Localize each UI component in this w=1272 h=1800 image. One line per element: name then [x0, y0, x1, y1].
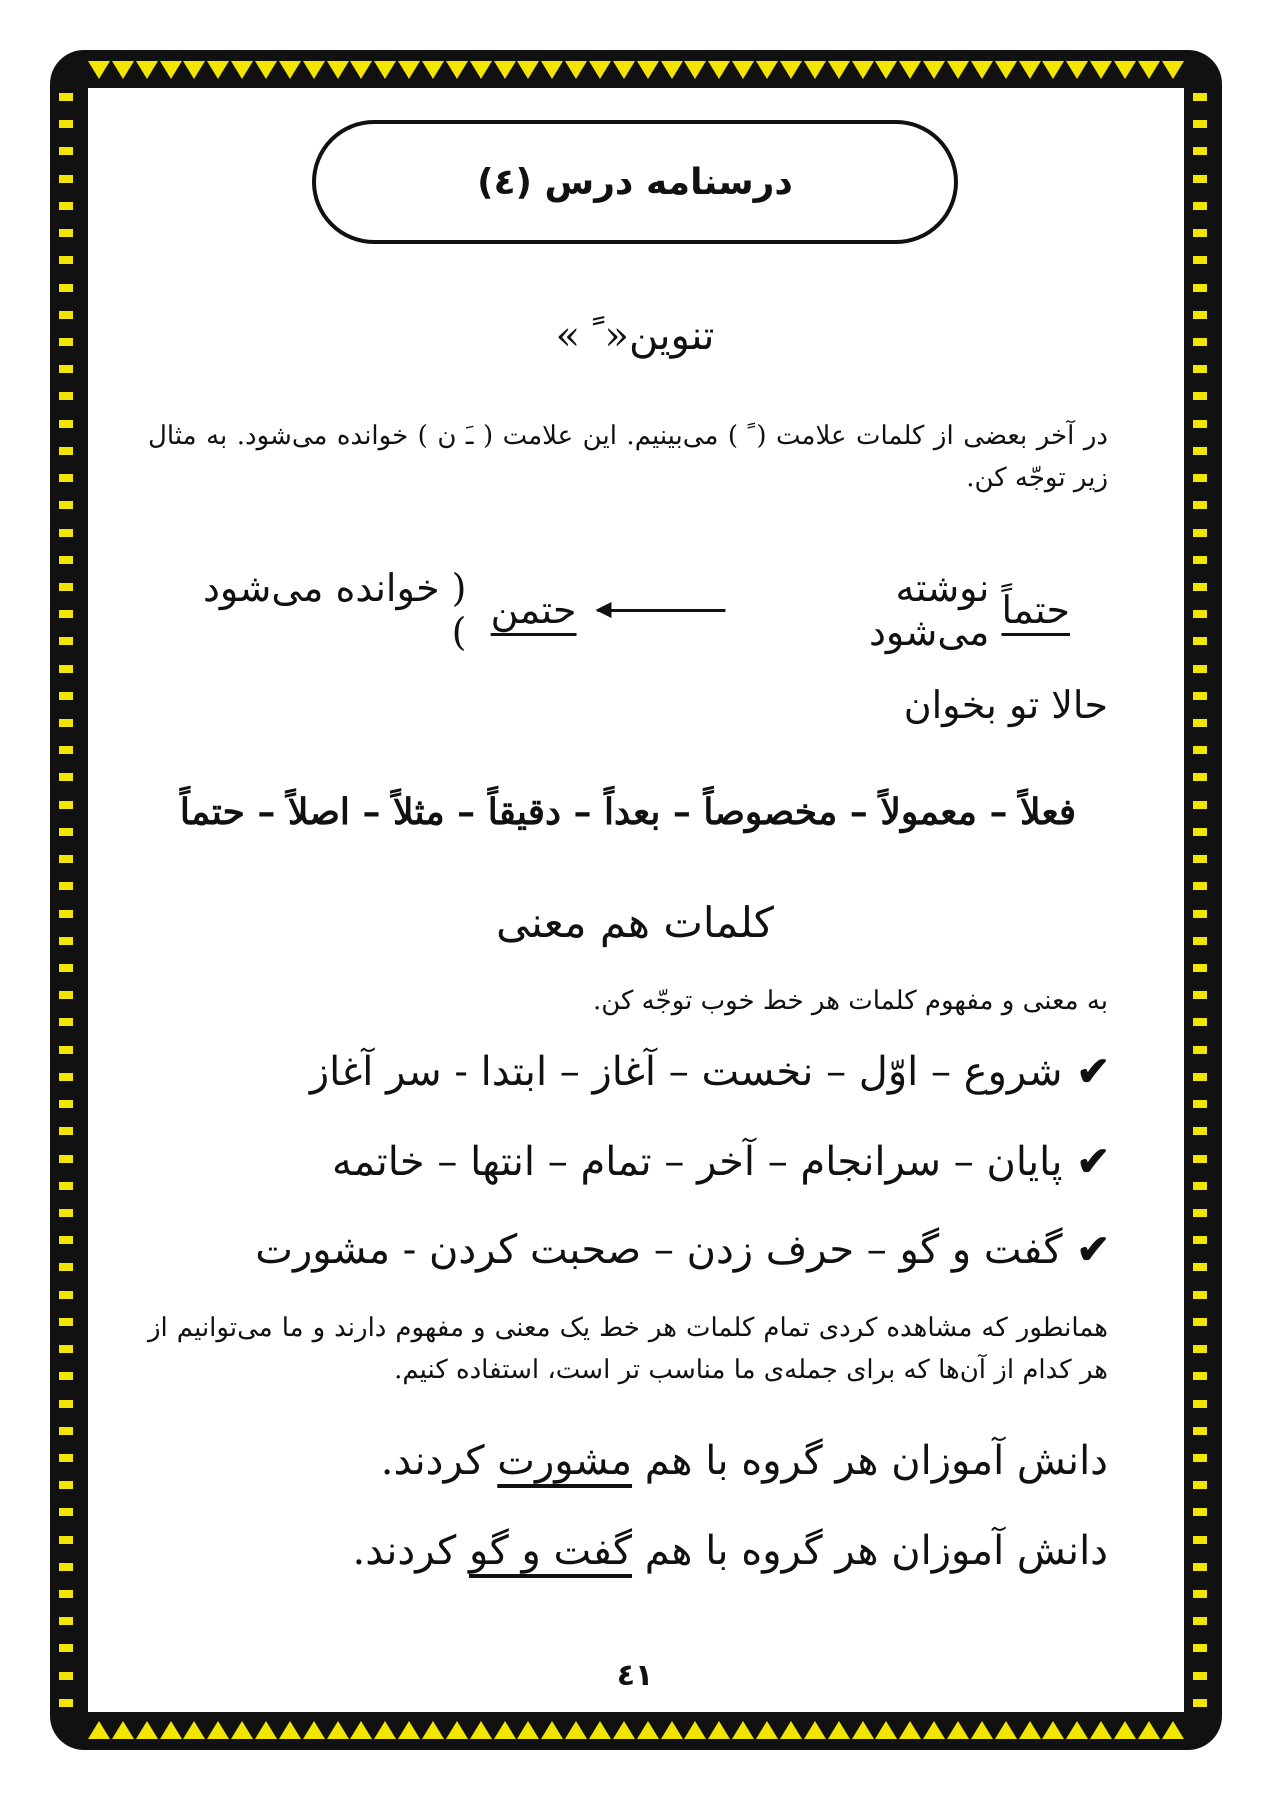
- border-triangle: [565, 1721, 587, 1739]
- border-triangle: [804, 1721, 826, 1739]
- border-triangle: [470, 1721, 492, 1739]
- intro-paragraph: در آخر بعضی از کلمات علامت ( ً ) می‌بینیم. این علامت ( ـَ ن ) خوانده می‌شود. به مثال زیر توجّه کن.: [148, 421, 1108, 493]
- border-square: [56, 1614, 76, 1628]
- border-square: [1190, 526, 1210, 540]
- border-triangle: [446, 1721, 468, 1739]
- border-square: [1190, 226, 1210, 240]
- border-triangle: [231, 61, 253, 79]
- border-square: [1190, 1315, 1210, 1329]
- border-square: [56, 1206, 76, 1220]
- tanvin-example: [200, 566, 1070, 654]
- border-triangle: [255, 61, 277, 79]
- border-square: [1190, 743, 1210, 757]
- border-square: [1190, 308, 1210, 322]
- border-square: [1190, 172, 1210, 186]
- border-triangle: [684, 61, 706, 79]
- border-square: [1190, 907, 1210, 921]
- border-square: [1190, 689, 1210, 703]
- border-square: [1190, 580, 1210, 594]
- border-triangle: [303, 61, 325, 79]
- border-triangle: [422, 61, 444, 79]
- border-triangle: [494, 61, 516, 79]
- border-triangle: [852, 1721, 874, 1739]
- border-triangle: [899, 61, 921, 79]
- border-square: [56, 580, 76, 594]
- border-square: [1190, 1397, 1210, 1411]
- border-square: [1190, 662, 1210, 676]
- border-square: [1190, 335, 1210, 349]
- border-square: [1190, 1070, 1210, 1084]
- now-read-heading: حالا تو بخوان: [903, 683, 1108, 727]
- border-triangle: [374, 61, 396, 79]
- border-square: [56, 389, 76, 403]
- border-square: [56, 1179, 76, 1193]
- border-square: [56, 1288, 76, 1302]
- border-square: [56, 553, 76, 567]
- border-squares-left: [56, 90, 82, 1710]
- border-square: [1190, 417, 1210, 431]
- border-triangle: [327, 61, 349, 79]
- border-square: [56, 1533, 76, 1547]
- border-square: [56, 852, 76, 866]
- border-square: [56, 662, 76, 676]
- example-sentence-2: [353, 1528, 1108, 1574]
- border-triangle: [160, 1721, 182, 1739]
- border-square: [56, 526, 76, 540]
- border-square: [1190, 389, 1210, 403]
- border-square: [1190, 1260, 1210, 1274]
- border-square: [1190, 281, 1210, 295]
- border-square: [1190, 988, 1210, 1002]
- border-triangle: [1090, 1721, 1112, 1739]
- border-square: [56, 770, 76, 784]
- border-triangle: [1042, 1721, 1064, 1739]
- border-triangle: [804, 61, 826, 79]
- border-square: [1190, 90, 1210, 104]
- border-square: [56, 988, 76, 1002]
- border-triangle: [1138, 61, 1160, 79]
- border-triangle: [661, 1721, 683, 1739]
- border-square: [56, 444, 76, 458]
- border-triangle: [88, 61, 110, 79]
- synonyms-intro: به معنی و مفهوم کلمات هر خط خوب توجّه کن.: [592, 986, 1108, 1016]
- border-square: [1190, 253, 1210, 267]
- border-triangle: [279, 61, 301, 79]
- border-square: [56, 743, 76, 757]
- border-triangle: [1066, 1721, 1088, 1739]
- border-triangle: [708, 61, 730, 79]
- border-triangle: [517, 1721, 539, 1739]
- border-triangle: [541, 1721, 563, 1739]
- border-triangle: [88, 1721, 110, 1739]
- border-triangle: [1019, 1721, 1041, 1739]
- border-square: [56, 825, 76, 839]
- border-square: [1190, 498, 1210, 512]
- border-square: [56, 934, 76, 948]
- border-square: [56, 144, 76, 158]
- border-squares-right: [1190, 90, 1216, 1710]
- border-square: [56, 1369, 76, 1383]
- border-triangle: [112, 1721, 134, 1739]
- synonym-row: [310, 1048, 1110, 1095]
- border-square: [1190, 961, 1210, 975]
- border-triangle: [303, 1721, 325, 1739]
- border-square: [1190, 879, 1210, 893]
- border-triangle: [1042, 61, 1064, 79]
- tanvin-heading: تنوین« ً »: [555, 313, 715, 359]
- border-triangle: [112, 61, 134, 79]
- sentence-text: دانش آموزان هر گروه با هم: [644, 1528, 1108, 1574]
- border-square: [1190, 1641, 1210, 1655]
- border-triangle: [1114, 61, 1136, 79]
- border-square: [56, 1696, 76, 1710]
- border-triangle: [422, 1721, 444, 1739]
- border-triangle: [1114, 1721, 1136, 1739]
- border-triangles-top: [88, 58, 1184, 82]
- border-triangle: [565, 61, 587, 79]
- border-square: [1190, 825, 1210, 839]
- synonym-row-text: پایان – سرانجام – آخر – تمام – انتها – خاتمه: [332, 1138, 1063, 1185]
- border-square: [1190, 934, 1210, 948]
- border-triangle: [470, 61, 492, 79]
- title-box: [312, 120, 958, 244]
- border-triangle: [327, 1721, 349, 1739]
- underlined-word: گفت و گو: [469, 1528, 633, 1574]
- border-triangle: [1162, 61, 1184, 79]
- border-square: [56, 362, 76, 376]
- underlined-word: مشورت: [497, 1438, 633, 1484]
- tanvin-words-line: فعلاً – معمولاً – مخصوصاً – بعداً – دقیقاً – مثلاً – اصلاً – حتماً: [179, 791, 1077, 833]
- border-square: [1190, 1342, 1210, 1356]
- border-square: [56, 199, 76, 213]
- border-square: [1190, 1696, 1210, 1710]
- border-triangle: [828, 1721, 850, 1739]
- border-triangle: [446, 61, 468, 79]
- border-square: [56, 226, 76, 240]
- border-triangle: [207, 61, 229, 79]
- border-triangle: [1090, 61, 1112, 79]
- border-triangles-bottom: [88, 1718, 1184, 1742]
- border-triangle: [852, 61, 874, 79]
- border-square: [1190, 199, 1210, 213]
- border-triangle: [589, 61, 611, 79]
- border-square: [56, 1424, 76, 1438]
- border-square: [1190, 1669, 1210, 1683]
- border-square: [56, 417, 76, 431]
- border-triangle: [780, 1721, 802, 1739]
- border-triangle: [661, 61, 683, 79]
- border-triangle: [231, 1721, 253, 1739]
- border-square: [1190, 1424, 1210, 1438]
- border-square: [56, 1560, 76, 1574]
- border-triangle: [780, 61, 802, 79]
- border-triangle: [947, 1721, 969, 1739]
- border-square: [56, 716, 76, 730]
- border-square: [1190, 1369, 1210, 1383]
- arrow-left-icon: [597, 609, 725, 612]
- border-square: [1190, 1288, 1210, 1302]
- border-triangle: [136, 1721, 158, 1739]
- synonyms-heading: کلمات هم معنی: [496, 898, 774, 947]
- border-square: [56, 308, 76, 322]
- border-square: [56, 1152, 76, 1166]
- border-square: [56, 634, 76, 648]
- synonyms-explanation: همانطور که مشاهده کردی تمام کلمات هر خط یک معنی و مفهوم دارند و ما می‌توانیم از هر کدام از آن‌ها که برای جمله‌ی ما مناسب تر است، استفاده کنیم.: [148, 1313, 1108, 1385]
- border-triangle: [708, 1721, 730, 1739]
- border-square: [1190, 634, 1210, 648]
- border-triangle: [899, 1721, 921, 1739]
- border-triangle: [255, 1721, 277, 1739]
- border-triangle: [756, 1721, 778, 1739]
- border-square: [56, 907, 76, 921]
- border-square: [1190, 1478, 1210, 1492]
- border-triangle: [637, 1721, 659, 1739]
- synonym-row-text: شروع – اوّل – نخست – آغاز – ابتدا - سر آغاز: [309, 1048, 1063, 1095]
- example-written-suffix: نوشته می‌شود: [868, 566, 990, 654]
- border-square: [1190, 1043, 1210, 1057]
- border-triangle: [923, 1721, 945, 1739]
- border-square: [1190, 1614, 1210, 1628]
- border-square: [1190, 1233, 1210, 1247]
- border-square: [56, 1505, 76, 1519]
- synonym-row: [332, 1138, 1110, 1185]
- border-triangle: [350, 1721, 372, 1739]
- example-written-word: حتماً: [1001, 588, 1070, 632]
- border-square: [1190, 1152, 1210, 1166]
- border-triangle: [398, 1721, 420, 1739]
- border-square: [56, 90, 76, 104]
- synonym-row: [255, 1226, 1110, 1273]
- border-square: [56, 1641, 76, 1655]
- border-square: [56, 1070, 76, 1084]
- border-square: [56, 1097, 76, 1111]
- border-square: [56, 1451, 76, 1465]
- border-triangle: [398, 61, 420, 79]
- border-square: [56, 1478, 76, 1492]
- border-triangle: [183, 1721, 205, 1739]
- border-square: [56, 1315, 76, 1329]
- border-square: [56, 1397, 76, 1411]
- border-triangle: [995, 1721, 1017, 1739]
- example-sentence-1: [381, 1438, 1108, 1484]
- sentence-text: کردند.: [352, 1528, 457, 1574]
- border-square: [56, 117, 76, 131]
- border-triangle: [1162, 1721, 1184, 1739]
- border-square: [56, 1587, 76, 1601]
- border-square: [56, 281, 76, 295]
- border-square: [1190, 144, 1210, 158]
- border-square: [1190, 607, 1210, 621]
- lesson-content: [140, 118, 1130, 1698]
- border-square: [56, 335, 76, 349]
- border-triangle: [613, 1721, 635, 1739]
- page-title: درسنامه درس (٤): [477, 161, 793, 203]
- border-triangle: [732, 1721, 754, 1739]
- border-triangle: [1066, 61, 1088, 79]
- sentence-text: دانش آموزان هر گروه با هم: [644, 1438, 1108, 1484]
- border-square: [56, 798, 76, 812]
- border-square: [56, 253, 76, 267]
- border-triangle: [684, 1721, 706, 1739]
- border-triangle: [613, 61, 635, 79]
- border-square: [1190, 1097, 1210, 1111]
- border-triangle: [374, 1721, 396, 1739]
- border-square: [56, 1043, 76, 1057]
- border-square: [56, 172, 76, 186]
- border-triangle: [183, 61, 205, 79]
- border-square: [56, 1015, 76, 1029]
- check-icon: ✔: [1076, 1226, 1110, 1273]
- border-square: [1190, 1587, 1210, 1601]
- check-icon: ✔: [1076, 1138, 1110, 1185]
- border-triangle: [1019, 61, 1041, 79]
- border-square: [1190, 1560, 1210, 1574]
- border-triangle: [732, 61, 754, 79]
- border-triangle: [136, 61, 158, 79]
- border-square: [1190, 1451, 1210, 1465]
- border-square: [1190, 1533, 1210, 1547]
- border-triangle: [350, 61, 372, 79]
- border-square: [56, 1260, 76, 1274]
- border-triangle: [279, 1721, 301, 1739]
- sentence-text: کردند.: [380, 1438, 485, 1484]
- border-triangle: [756, 61, 778, 79]
- border-triangle: [541, 61, 563, 79]
- border-square: [1190, 444, 1210, 458]
- border-triangle: [160, 61, 182, 79]
- border-triangle: [1138, 1721, 1160, 1739]
- check-icon: ✔: [1076, 1048, 1110, 1095]
- border-square: [56, 1342, 76, 1356]
- border-triangle: [494, 1721, 516, 1739]
- border-square: [56, 1669, 76, 1683]
- border-triangle: [947, 61, 969, 79]
- border-triangle: [971, 61, 993, 79]
- border-square: [56, 961, 76, 975]
- border-square: [1190, 362, 1210, 376]
- border-triangle: [589, 1721, 611, 1739]
- border-square: [56, 607, 76, 621]
- example-read-suffix: ( خوانده می‌شود ): [202, 566, 467, 654]
- border-triangle: [207, 1721, 229, 1739]
- border-triangle: [971, 1721, 993, 1739]
- border-square: [56, 1233, 76, 1247]
- border-square: [1190, 770, 1210, 784]
- border-square: [1190, 1505, 1210, 1519]
- border-square: [56, 1124, 76, 1138]
- border-square: [56, 689, 76, 703]
- example-read-word: حتمن: [490, 588, 577, 632]
- border-triangle: [637, 61, 659, 79]
- border-square: [56, 498, 76, 512]
- border-square: [1190, 798, 1210, 812]
- border-triangle: [828, 61, 850, 79]
- border-square: [1190, 471, 1210, 485]
- border-square: [1190, 852, 1210, 866]
- border-triangle: [995, 61, 1017, 79]
- border-square: [1190, 716, 1210, 730]
- border-triangle: [875, 61, 897, 79]
- border-triangle: [875, 1721, 897, 1739]
- border-triangle: [923, 61, 945, 79]
- border-square: [56, 879, 76, 893]
- synonym-row-text: گفت و گو – حرف زدن – صحبت کردن - مشورت: [255, 1226, 1063, 1273]
- border-triangle: [517, 61, 539, 79]
- border-square: [1190, 117, 1210, 131]
- border-square: [56, 471, 76, 485]
- page-number: ٤١: [616, 1658, 654, 1693]
- border-square: [1190, 1206, 1210, 1220]
- border-square: [1190, 553, 1210, 567]
- border-square: [1190, 1179, 1210, 1193]
- border-square: [1190, 1124, 1210, 1138]
- border-square: [1190, 1015, 1210, 1029]
